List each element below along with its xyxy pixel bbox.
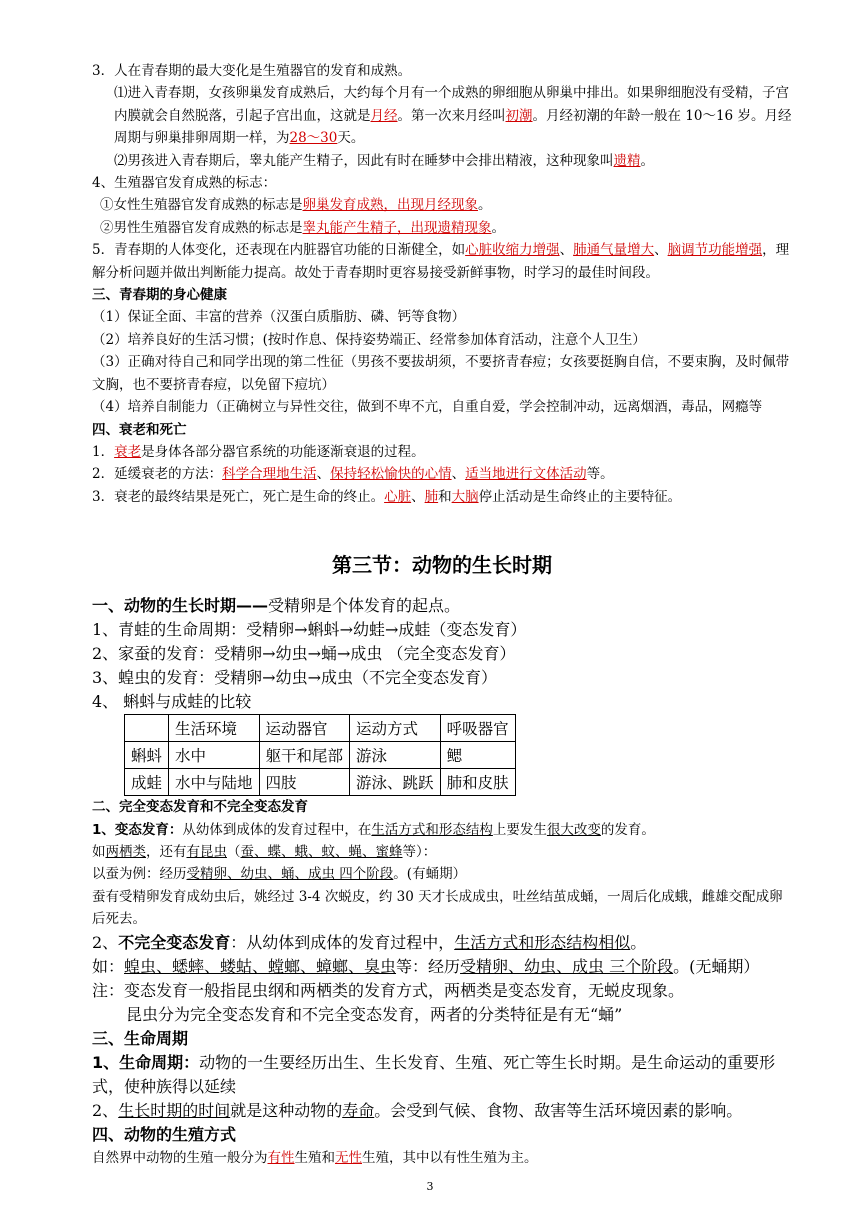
- paragraph: 4、生殖器官发育成熟的标志：: [92, 175, 277, 192]
- table-cell: 躯干和尾部: [259, 742, 350, 769]
- paragraph: 以蚕为例：经历受精卵、幼虫、蛹、成虫 四个阶段。(有蛹期）: [92, 866, 467, 883]
- paragraph: （1）保证全面、丰富的营养（汉蛋白质脂肪、磷、钙等食物）: [92, 309, 466, 326]
- table-cell: 水中: [169, 742, 260, 769]
- section-heading: 三、青春期的身心健康: [92, 287, 227, 304]
- table-cell: 蝌蚪: [125, 742, 169, 769]
- table-header-cell: 呼吸器官: [440, 715, 515, 742]
- table-row: [125, 769, 516, 796]
- paragraph: 3、蝗虫的发育：受精卵→幼虫→成虫（不完全变态发育）: [92, 668, 497, 688]
- paragraph: 注：变态发育一般指昆虫纲和两栖类的发育方式，两栖类是变态发育，无蜕皮现象。: [92, 980, 685, 1000]
- table-cell: 鳃: [440, 742, 515, 769]
- paragraph: ⑵男孩进入青春期后，睾丸能产生精子，因此有时在睡梦中会排出精液，这种现象叫遗精。: [114, 152, 654, 169]
- paragraph: 如：蝗虫、蟋蟀、蝼蛄、螳螂、蟑螂、臭虫等：经历受精卵、幼虫、成虫 三个阶段。(无蛹期）: [92, 956, 760, 976]
- paragraph: 4、 蝌蚪与成蛙的比较: [92, 692, 252, 712]
- paragraph: 1、青蛙的生命周期：受精卵→蝌蚪→幼蛙→成蛙（变态发育）: [92, 620, 527, 640]
- table-header-cell: 生活环境: [169, 715, 260, 742]
- paragraph: 2、家蚕的发育：受精卵→幼虫→蛹→成虫 （完全变态发育）: [92, 644, 516, 664]
- subsection-heading: 一、动物的生长时期——受精卵是个体发育的起点。: [92, 596, 461, 616]
- subsection-heading: 四、动物的生殖方式: [92, 1124, 237, 1144]
- paragraph: ⑴进入青春期，女孩卵巢发育成熟后，大约每个月有一个成熟的卵细胞从卵巢中排出。如果卵细胞没有受精，子宫内膜就会自然脱落，引起子宫出血，这就是月经。第一次来月经叫初潮。月经初潮的年龄一般在 10～16 岁。月经周期与卵巢排卵周期一样，为28～30天。: [114, 85, 792, 147]
- paragraph: （4）培养自制能力（正确树立与异性交往，做到不卑不亢，自重自爱，学会控制冲动，远离烟酒，毒品，网瘾等: [92, 399, 763, 416]
- paragraph: 2．延缓衰老的方法：科学合理地生活、保持轻松愉快的心情、适当地进行文体活动等。: [92, 466, 614, 483]
- paragraph: 如两栖类，还有有昆虫（蚕、蝶、蛾、蚊、蝇、蜜蜂等）：: [92, 843, 437, 860]
- table-cell: 四肢: [259, 769, 350, 796]
- subsection-heading: 二、完全变态发育和不完全变态发育: [92, 799, 308, 816]
- paragraph: 5．青春期的人体变化，还表现在内脏器官功能的日渐健全，如心脏收缩力增强、肺通气量增大、脑调节功能增强，理解分析问题并做出判断能力提高。故处于青春期时更容易接受新鲜事物，时学习的最佳时间段。: [92, 242, 790, 281]
- section-heading: 四、衰老和死亡: [92, 421, 187, 438]
- paragraph: 昆虫分为完全变态发育和不完全变态发育，两者的分类特征是有无“蛹”: [126, 1004, 623, 1024]
- table-header-cell: 运动器官: [259, 715, 350, 742]
- paragraph: （2）培养良好的生活习惯；(按时作息、保持姿势端正、经常参加体育活动，注意个人卫生）: [92, 331, 646, 348]
- paragraph: （3）正确对待自己和同学出现的第二性征（男孩不要拔胡须，不要挤青春痘；女孩要挺胸自信，不要束胸，及时佩带文胸，也不要挤青春痘，以免留下痘坑）: [92, 354, 790, 393]
- table-header-row: [125, 715, 516, 742]
- paragraph: ①女性生殖器官发育成熟的标志是卵巢发育成熟，出现月经现象。: [100, 197, 492, 214]
- paragraph: 自然界中动物的生殖一般分为有性生殖和无性生殖，其中以有性生殖为主。: [92, 1149, 538, 1166]
- paragraph: 蚕有受精卵发育成幼虫后，姚经过 3-4 次蜕皮，约 30 天才长成成虫，吐丝结茧成蛹，一周后化成蛾，雌雄交配成卵后死去。: [92, 888, 783, 928]
- paragraph: 2、生长时期的时间就是这种动物的寿命。会受到气候、食物、敌害等生活环境因素的影响。: [92, 1100, 743, 1120]
- table-row: [125, 742, 516, 769]
- subsection-heading: 三、生命周期: [92, 1028, 189, 1048]
- document-page: [92, 60, 792, 1169]
- paragraph: 1．衰老是身体各部分器官系统的功能逐渐衰退的过程。: [92, 443, 425, 460]
- table-header-cell: [125, 715, 169, 742]
- table-cell: 游泳: [350, 742, 441, 769]
- table-cell: 水中与陆地: [169, 769, 260, 796]
- paragraph: 1、变态发育：从幼体到成体的发育过程中，在生活方式和形态结构上要发生很大改变的发育。: [92, 821, 655, 838]
- paragraph: 1、生命周期：动物的一生要经历出生、生长发育、生殖、死亡等生长时期。是生命运动的重要形式，使种族得以延续: [92, 1052, 776, 1096]
- section-title: 第三节：动物的生长时期: [332, 553, 552, 578]
- paragraph: 3．衰老的最终结果是死亡，死亡是生命的终止。心脏、肺和大脑停止活动是生命终止的主要特征。: [92, 488, 682, 505]
- paragraph: 2、不完全变态发育：从幼体到成体的发育过程中，生活方式和形态结构相似。: [92, 932, 647, 952]
- table-cell: 成蛙: [125, 769, 169, 796]
- table-cell: 肺和皮肤: [440, 769, 515, 796]
- page-number: 3: [426, 1180, 434, 1193]
- paragraph: ②男性生殖器官发育成熟的标志是睾丸能产生精子，出现遗精现象。: [100, 219, 505, 236]
- paragraph: 3．人在青春期的最大变化是生殖器官的发育和成熟。: [92, 63, 412, 79]
- table-cell: 游泳、跳跃: [350, 769, 441, 796]
- comparison-table: [124, 714, 516, 796]
- table-header-cell: 运动方式: [350, 715, 441, 742]
